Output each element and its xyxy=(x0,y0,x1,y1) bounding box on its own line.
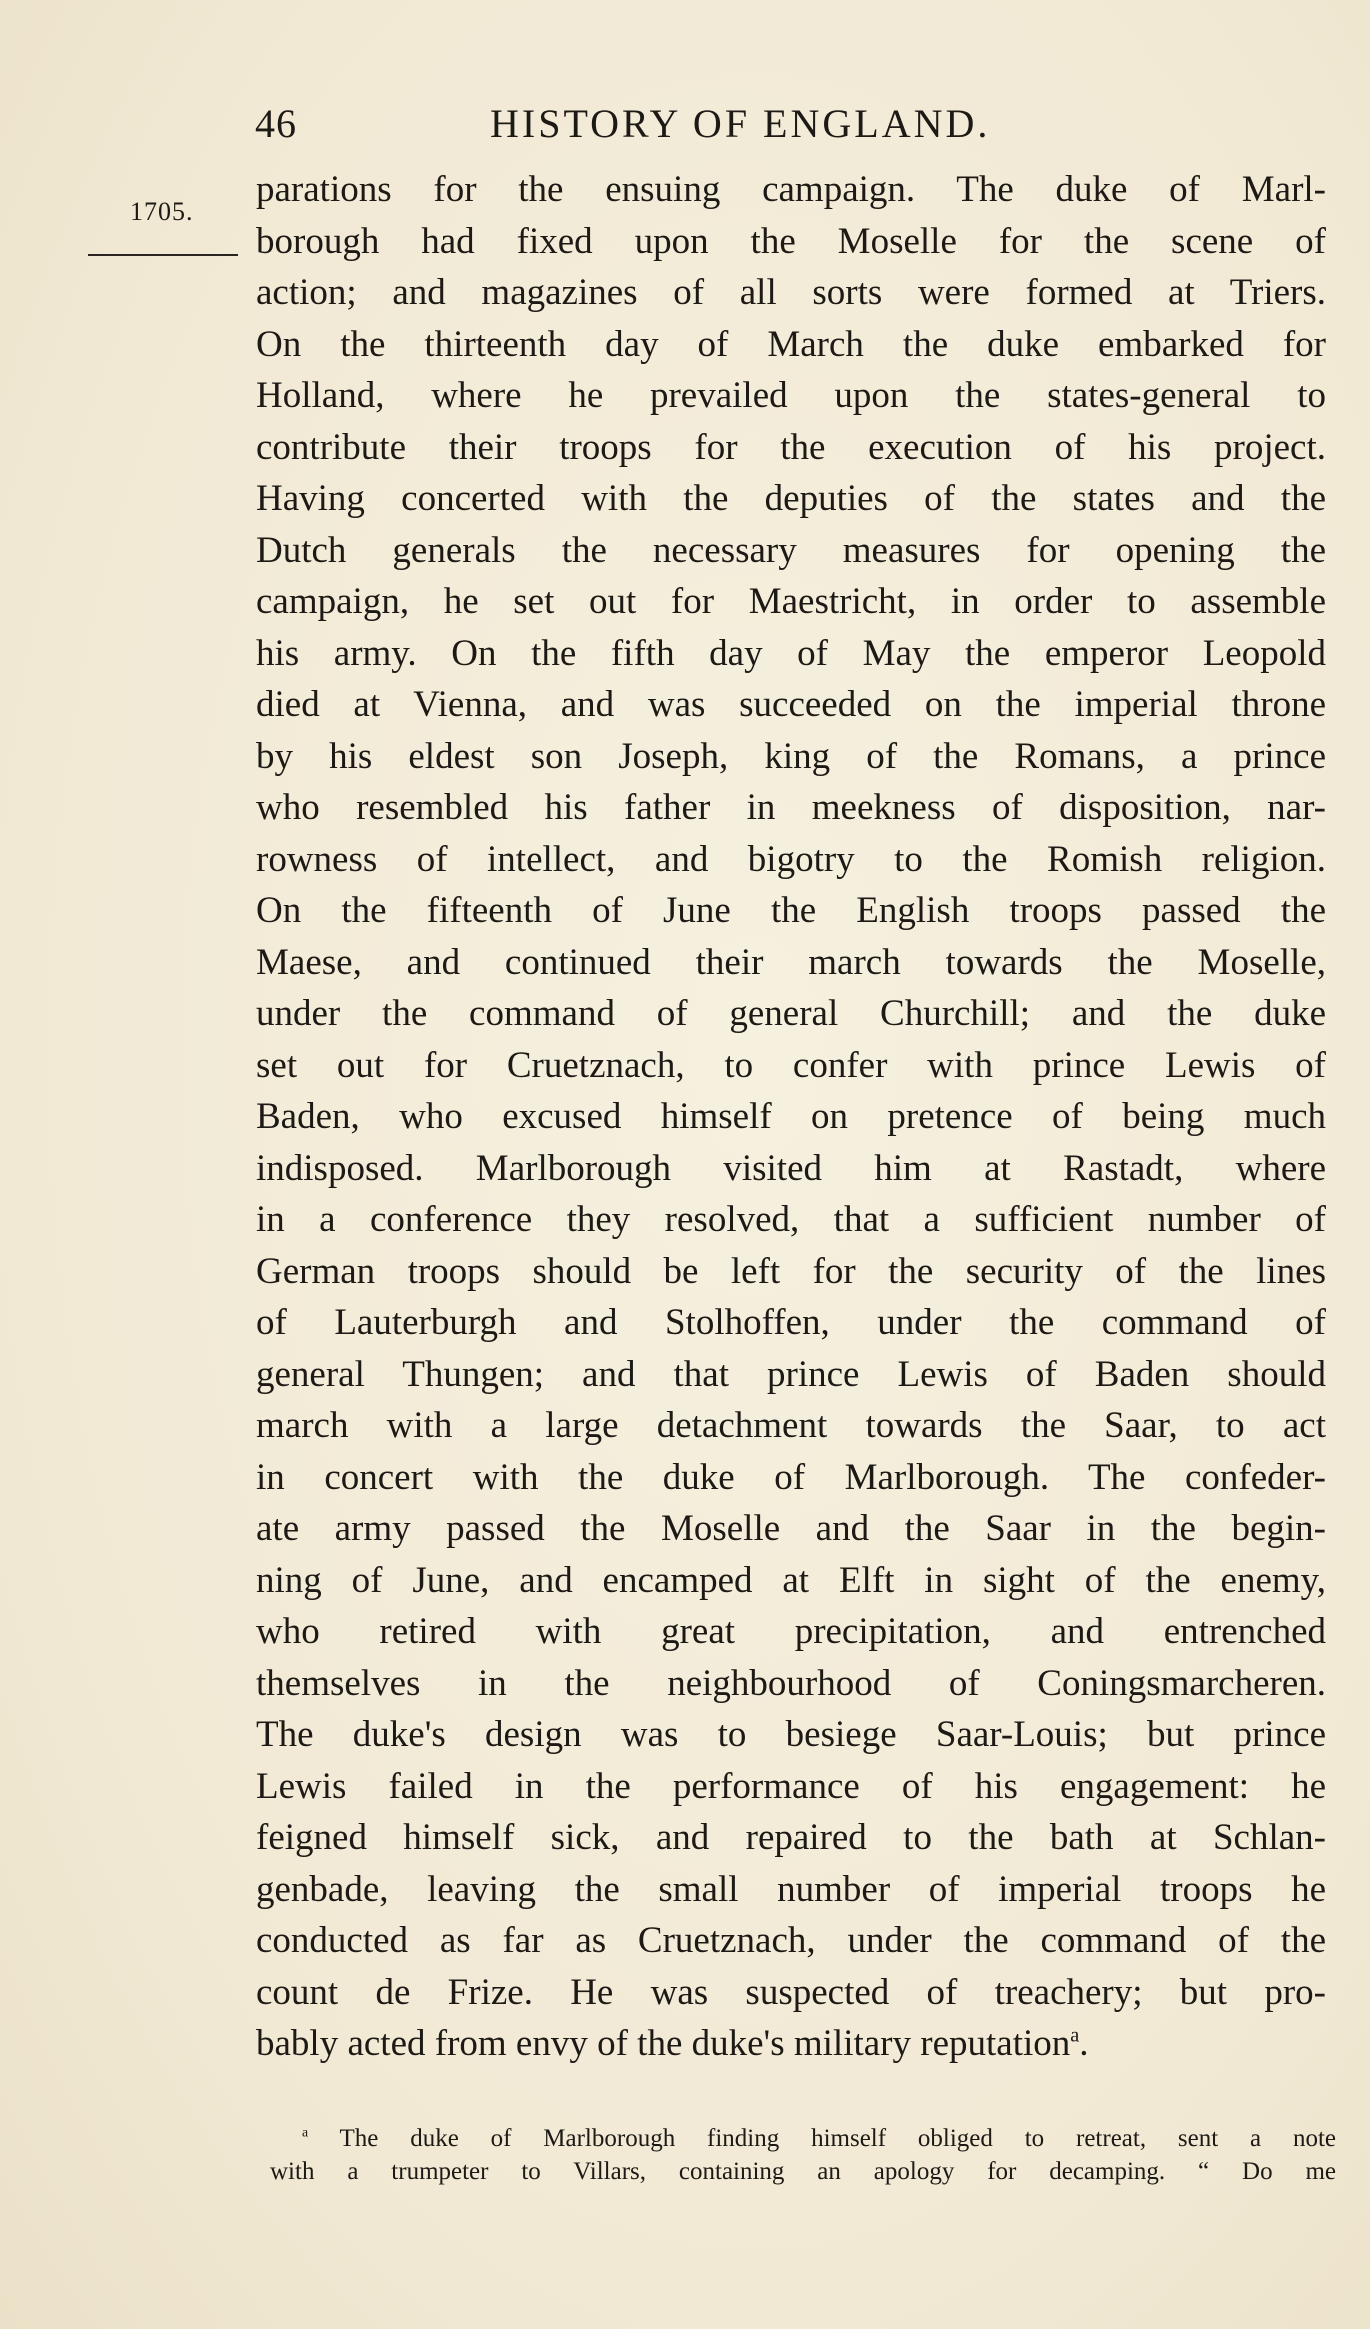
text-line-last: bably acted from envy of the duke's military reputation$^a$. xyxy=(256,2023,1089,2064)
text-line: Baden, who excused himself on pretence of being much xyxy=(256,1096,1326,1137)
text-line: rowness of intellect, and bigotry to the Romish religion. xyxy=(256,838,1326,880)
text-line: ning of June, and encamped at Elft in sight of the enemy, xyxy=(256,1559,1326,1601)
text-line: march with a large detachment towards the Saar, to act xyxy=(256,1405,1326,1446)
text-line: died at Vienna, and was succeeded on the imperial throne xyxy=(256,684,1326,725)
footnote-reference: a xyxy=(1070,2024,1080,2047)
margin-rule xyxy=(88,254,238,256)
text-line: of Lauterburgh and Stolhoffen, under the command of xyxy=(256,1302,1326,1343)
text-line: general Thungen; and that prince Lewis of Baden should xyxy=(256,1353,1326,1395)
page-number: 46 xyxy=(255,101,297,146)
text-line: count de Frize. He was suspected of treachery; but pro- xyxy=(256,1971,1326,2013)
text-line: The duke's design was to besiege Saar-Louis; but prince xyxy=(256,1714,1326,1755)
footnote-line: with a trumpeter to Villars, containing an apology for decamping. “ Do me xyxy=(270,2158,1336,2185)
text-line: in concert with the duke of Marlborough. The confeder- xyxy=(256,1456,1326,1498)
text-line: On the thirteenth day of March the duke embarked for xyxy=(256,323,1326,365)
text-line: who retired with great precipitation, and entrenched xyxy=(256,1611,1326,1652)
text-line: themselves in the neighbourhood of Coningsmarcheren. xyxy=(256,1662,1326,1704)
text-line: On the fifteenth of June the English troops passed the xyxy=(256,890,1326,931)
text-line: Having concerted with the deputies of the states and the xyxy=(256,478,1326,519)
margin-year-note: 1705. xyxy=(130,197,194,226)
footnote xyxy=(270,2122,1336,2188)
text-line: German troops should be left for the security of the lines xyxy=(256,1250,1326,1292)
text-line: set out for Cruetznach, to confer with prince Lewis of xyxy=(256,1044,1326,1086)
text-line: Lewis failed in the performance of his engagement: he xyxy=(256,1765,1326,1807)
text-line: parations for the ensuing campaign. The duke of Marl- xyxy=(256,169,1326,210)
body-text xyxy=(256,164,1326,2070)
text-line: Holland, where he prevailed upon the states-general to xyxy=(256,375,1326,416)
text-line: indisposed. Marlborough visited him at Rastadt, where xyxy=(256,1147,1326,1189)
text-line: borough had fixed upon the Moselle for the scene of xyxy=(256,220,1326,262)
text-line: his army. On the fifth day of May the emperor Leopold xyxy=(256,632,1326,674)
text-line: who resembled his father in meekness of disposition, nar- xyxy=(256,787,1326,828)
text-line: contribute their troops for the execution of his project. xyxy=(256,426,1326,468)
text-line: conducted as far as Cruetznach, under the command of the xyxy=(256,1920,1326,1961)
text-line: genbade, leaving the small number of imperial troops he xyxy=(256,1868,1326,1910)
footnote-line-text: The duke of Marlborough finding himself obliged to retreat, sent a note xyxy=(339,2125,1336,2152)
running-head xyxy=(255,100,1335,160)
running-title: HISTORY OF ENGLAND. xyxy=(490,101,991,146)
text-line: ate army passed the Moselle and the Saar in the begin- xyxy=(256,1508,1326,1549)
text-line: feigned himself sick, and repaired to the bath at Schlan- xyxy=(256,1817,1326,1858)
text-line: under the command of general Churchill; and the duke xyxy=(256,993,1326,1034)
text-line: by his eldest son Joseph, king of the Romans, a prince xyxy=(256,735,1326,777)
text-line: Maese, and continued their march towards the Moselle, xyxy=(256,941,1326,983)
footnote-marker: a xyxy=(302,2124,309,2140)
text-line: in a conference they resolved, that a sufficient number of xyxy=(256,1199,1326,1240)
text-line: action; and magazines of all sorts were formed at Triers. xyxy=(256,272,1326,313)
footnote-line xyxy=(270,2122,1336,2155)
text-line: Dutch generals the necessary measures for opening the xyxy=(256,529,1326,571)
text-line-last-content: bably acted from envy of the duke's military reputation xyxy=(256,2023,1071,2064)
text-line: campaign, he set out for Maestricht, in order to assemble xyxy=(256,581,1326,622)
